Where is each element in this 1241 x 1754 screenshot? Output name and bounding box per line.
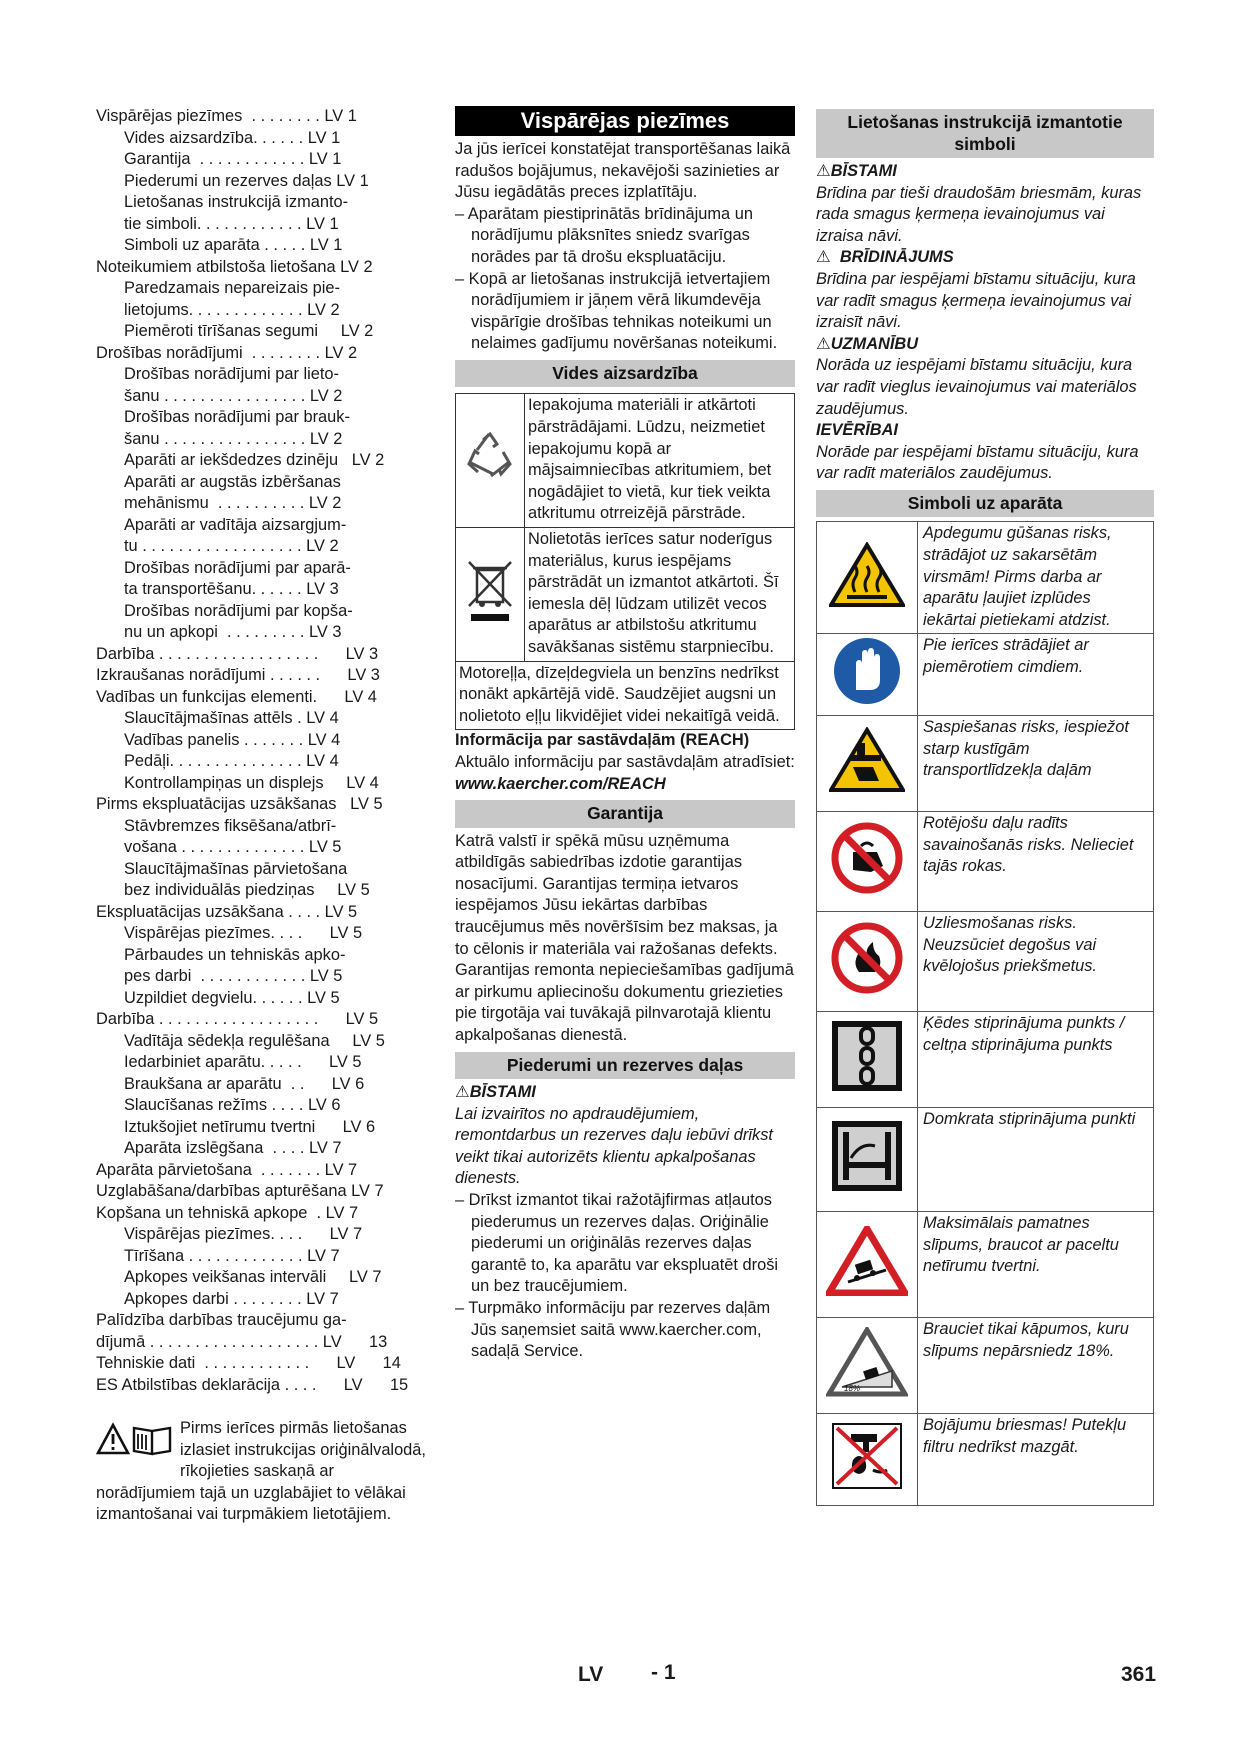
no-hands-icon — [817, 811, 918, 911]
oil-text: Motoreļļa, dīzeļdegviela un benzīns nedrīkst nonākt apkārtējā vidē. Saudzējiet augsni un nolietoto eļļu likvidējiet videi nekaitīgā veidā. — [456, 661, 795, 730]
reach-text: Aktuālo informāciju par sastāvdaļām atradīsiet: — [455, 752, 795, 771]
toc-entry[interactable]: Uzpildiet degvielu. . . . . . LV 5 — [124, 988, 340, 1007]
toc-entry[interactable]: tu . . . . . . . . . . . . . . . . . . LV 2 — [124, 537, 339, 555]
toc-entry[interactable]: Vispārējas piezīmes. . . . LV 5 — [124, 924, 363, 942]
recycle-icon — [456, 394, 525, 528]
table-of-contents — [96, 106, 426, 1526]
no-wash-icon — [817, 1413, 918, 1505]
toc-entry[interactable]: Palīdzība darbības traucējumu ga- — [96, 1311, 347, 1329]
toc-entry[interactable]: Pārbaudes un tehniskās apko- — [124, 945, 346, 964]
env-table — [455, 393, 795, 730]
device-symbol-text: Domkrata stiprinājuma punkti — [918, 1107, 1154, 1211]
general-intro: Ja jūs ierīcei konstatējat transportēšanas laikā radušos bojājumus, nekavējoši sazinieties ar Jūsu iegādātās preces izplatītāju. — [455, 140, 791, 202]
section-title-general: Vispārējas piezīmes — [455, 106, 795, 136]
toc-entry[interactable]: ES Atbilstības deklarācija . . . . LV 15 — [96, 1375, 409, 1394]
toc-entry[interactable]: Drošības norādījumi . . . . . . . . LV 2 — [96, 343, 358, 362]
warranty-text: Katrā valstī ir spēkā mūsu uzņēmuma atbildīgās sabiedrības izdotie garantijas nosacījumi. Garantijas termiņa ietvaros iespējamos Jūsu iekārtas darbības traucējumus mēs novēršīsim bez maksas, ja to cēlonis ir materiāla vai ražošanas defekts. Garantijas remonta nepieciešamības gadījumā ar pirkumu apliecinošu dokumentu griezieties pie tirgotāja vai tuvākajā pilnvarotajā klientu apkalpošanas dienestā. — [455, 831, 794, 1044]
toc-entry[interactable]: Darbība . . . . . . . . . . . . . . . . . . LV 5 — [96, 1010, 379, 1028]
warning-triangle-icon: ⚠ — [816, 334, 831, 353]
toc-entry[interactable]: Aparāti ar vadītāja aizsargjum- — [124, 515, 347, 534]
device-symbols-table — [816, 521, 1154, 1506]
toc-entry[interactable]: Aparāta izslēgšana . . . . LV 7 — [124, 1139, 342, 1157]
first-use-note: Pirms ierīces pirmās lietošanas izlasiet instrukcijas oriģinālvalodā, rīkojieties saskaņā ar norādījumiem tajā un uzglabājiet to vēlākai izmantošanai vai turpmākiem lietotājiem. — [96, 1419, 426, 1524]
toc-entry[interactable]: mehānismu . . . . . . . . . . LV 2 — [124, 494, 342, 512]
device-symbol-text: Brauciet tikai kāpumos, kuru slīpums nepārsniedz 18%. — [918, 1317, 1154, 1413]
slope-icon — [817, 1317, 918, 1413]
toc-entry[interactable]: šanu . . . . . . . . . . . . . . . . LV 2 — [124, 429, 343, 448]
symbol-description: Norāde par iespējami bīstamu situāciju, kura var radīt materiālos zaudējumus. — [816, 442, 1139, 483]
toc-entry[interactable]: Slaucītājmašīnas attēls . LV 4 — [124, 709, 339, 727]
device-symbol-text: Rotējošu daļu radīts savainošanās risks. Nelieciet tajās rokas. — [918, 811, 1154, 911]
toc-entry[interactable]: Aparāti ar augstās izbēršanas — [124, 472, 341, 491]
column-right — [816, 106, 1154, 1506]
toc-entry[interactable]: dījumā . . . . . . . . . . . . . . . . . . . LV 13 — [96, 1332, 388, 1351]
toc-entry[interactable]: Slaucīšanas režīms . . . . LV 6 — [124, 1096, 341, 1114]
device-symbol-text: Uzliesmošanas risks. Neuzsūciet degošus vai kvēlojošus priekšmetus. — [918, 911, 1154, 1011]
toc-entry[interactable]: Garantija . . . . . . . . . . . . LV 1 — [124, 150, 342, 168]
toc-entry[interactable]: Piederumi un rezerves daļas LV 1 — [124, 171, 369, 190]
toc-entry[interactable]: Iedarbiniet aparātu. . . . . LV 5 — [124, 1053, 362, 1071]
warning-triangle-icon: ⚠ — [816, 162, 831, 180]
section-title-warranty: Garantija — [455, 800, 795, 828]
chain-point-icon — [817, 1011, 918, 1107]
toc-entry[interactable]: Vispārējas piezīmes. . . . LV 7 — [124, 1225, 363, 1243]
symbol-label: IEVĒRĪBAI — [816, 421, 898, 440]
toc-entry[interactable]: Drošības norādījumi par kopša- — [124, 601, 353, 620]
section-title-accessories: Piederumi un rezerves daļas — [455, 1052, 795, 1080]
bullet-item: – Kopā ar lietošanas instrukcijā ietvertajiem norādījumiem ir jāņem vērā likumdevēja vispārīgie drošības tehnikas noteikumi un nelaimes gadījumu novēršanas noteikumi. — [455, 269, 778, 353]
toc-entry[interactable]: Izkraušanas norādījumi . . . . . . LV 3 — [96, 666, 380, 684]
toc-entry[interactable]: Lietošanas instrukcijā izmanto- — [124, 193, 349, 211]
symbol-description: Brīdina par tieši draudošām briesmām, kuras rada smagus ķermeņa ievainojumus vai izraisa nāvi. — [816, 183, 1142, 245]
slope-badge: 18% — [844, 1384, 861, 1394]
accessories-danger-label: ⚠BĪSTAMI — [455, 1082, 795, 1104]
toc-entry[interactable]: Aparāta pārvietošana . . . . . . . LV 7 — [96, 1160, 358, 1179]
toc-entry[interactable]: vošana . . . . . . . . . . . . . . LV 5 — [124, 838, 342, 856]
footer-page: - 1 — [651, 1661, 676, 1684]
toc-entry[interactable]: Apkopes veikšanas intervāli LV 7 — [124, 1268, 382, 1286]
recycle-text: Iepakojuma materiāli ir atkārtoti pārstrādājami. Lūdzu, neizmetiet iepakojumu kopā ar mājsaimniecības atkritumiem, bet nogādājiet to vietā, kur tiek veikta atkritumu otrreizējā pārstrāde. — [525, 394, 795, 528]
bullet-item: – Aparātam piestiprinātās brīdinājuma un norādījumu plāksnītes sniedz svarīgas norādes par tā drošu ekspluatāciju. — [455, 204, 753, 266]
hot-surface-icon — [817, 522, 918, 634]
device-symbol-text: Apdegumu gūšanas risks, strādājot uz sakarsētām virsmām! Pirms darba ar aparātu ļaujiet izplūdes iekārtai pietiekami atdzist. — [918, 522, 1154, 634]
symbol-label: ⚠BĪSTAMI — [816, 161, 1154, 183]
toc-entry[interactable]: Stāvbremzes fiksēšana/atbrī- — [124, 816, 337, 835]
footer-page-number: 361 — [1121, 1663, 1157, 1686]
symbol-label: ⚠ BRĪDINĀJUMS — [816, 247, 1154, 269]
toc-entry[interactable]: Vadītāja sēdekļa regulēšana LV 5 — [124, 1031, 385, 1050]
warning-triangle-icon: ⚠ — [455, 1083, 470, 1102]
toc-entry[interactable]: Pedāļi. . . . . . . . . . . . . . . LV 4 — [124, 752, 339, 770]
toc-entry[interactable]: nu un apkopi . . . . . . . . . LV 3 — [124, 623, 342, 641]
toc-entry[interactable]: ta transportēšanu. . . . . . LV 3 — [124, 580, 339, 598]
toc-entry[interactable]: Ekspluatācijas uzsākšana . . . . LV 5 — [96, 902, 358, 921]
section-title-env: Vides aizsardzība — [455, 360, 795, 388]
weee-text: Nolietotās ierīces satur noderīgus materiālus, kurus iespējams pārstrādāt un izmantot atkārtoti. Šī iemesla dēļ lūdzam utilizēt vecos aparātus ar atbilstošu atkritumu savākšanas sistēmu starpniecību. — [525, 528, 795, 662]
toc-entry[interactable]: lietojums. . . . . . . . . . . . . LV 2 — [124, 300, 340, 319]
section-title-device-symbols: Simboli uz aparāta — [816, 490, 1154, 518]
toc-entry[interactable]: Kopšana un tehniskā apkope . LV 7 — [96, 1203, 359, 1222]
toc-entry[interactable]: šanu . . . . . . . . . . . . . . . . LV 2 — [124, 386, 343, 405]
toc-entry[interactable]: Braukšana ar aparātu . . LV 6 — [124, 1074, 365, 1093]
bullet-item: – Turpmāko informāciju par rezerves daļām Jūs saņemsiet saitā www.kaercher.com, sadaļā Service. — [455, 1299, 771, 1361]
toc-entry[interactable]: tie simboli. . . . . . . . . . . . LV 1 — [124, 214, 339, 233]
device-symbol-text: Pie ierīces strādājiet ar piemērotiem cimdiem. — [918, 634, 1154, 716]
toc-entry[interactable]: Drošības norādījumi par aparā- — [124, 558, 351, 577]
weee-bin-icon — [456, 528, 525, 662]
device-symbol-text: Maksimālais pamatnes slīpums, braucot ar paceltu netīrumu tvertni. — [918, 1211, 1154, 1317]
footer-language: LV — [578, 1663, 604, 1686]
symbol-list — [816, 161, 1154, 485]
warning-triangle-icon: ⚠ — [816, 248, 831, 267]
toc-entry[interactable]: Vadības un funkcijas elementi. LV 4 — [96, 687, 377, 706]
device-symbol-text: Ķēdes stiprinājuma punkts / celtņa stiprinājuma punkts — [918, 1011, 1154, 1107]
toc-entry[interactable]: bez individuālās piedziņas LV 5 — [124, 881, 370, 899]
reach-title: Informācija par sastāvdaļām (REACH) — [455, 731, 750, 750]
toc-entry[interactable]: Drošības norādījumi par brauk- — [124, 408, 350, 426]
toc-entry[interactable]: Slaucītājmašīnas pārvietošana — [124, 859, 348, 878]
section-title-symbols: Lietošanas instrukcijā izmantotie simboli — [816, 109, 1154, 158]
symbol-label: ⚠UZMANĪBU — [816, 334, 1154, 356]
toc-entry[interactable]: Noteikumiem atbilstoša lietošana LV 2 — [96, 257, 373, 276]
gloves-icon — [817, 634, 918, 716]
toc-entry[interactable]: Apkopes darbi . . . . . . . . LV 7 — [124, 1289, 339, 1308]
symbol-description: Brīdina par iespējami bīstamu situāciju, kura var radīt smagus ķermeņa ievainojumus vai izraisīt nāvi. — [816, 269, 1136, 332]
read-manual-icon — [96, 1422, 174, 1463]
toc-entry[interactable]: Paredzamais nepareizais pie- — [124, 279, 340, 297]
device-symbol-text: Saspiešanas risks, iespiežot starp kustīgām transportlīdzekļa daļām — [918, 715, 1154, 811]
toc-entry[interactable]: Vides aizsardzība. . . . . . LV 1 — [124, 128, 341, 147]
toc-entry[interactable]: pes darbi . . . . . . . . . . . . LV 5 — [124, 967, 343, 985]
toc-entry[interactable]: Vispārējas piezīmes . . . . . . . . LV 1 — [96, 107, 357, 125]
toc-entry[interactable]: Uzglabāšana/darbības apturēšana LV 7 — [96, 1182, 384, 1200]
symbol-description: Norāda uz iespējami bīstamu situāciju, kura var radīt vieglus ievainojumus vai materiālos zaudējumus. — [816, 356, 1137, 418]
reach-link[interactable]: www.kaercher.com/REACH — [455, 774, 666, 793]
toc-entry[interactable]: Aparāti ar iekšdedzes dzinēju LV 2 — [124, 451, 385, 469]
toc-entry[interactable]: Iztukšojiet netīrumu tvertni LV 6 — [124, 1117, 376, 1136]
column-middle — [455, 106, 795, 1363]
accessories-bullets — [455, 1190, 795, 1363]
no-fire-icon — [817, 911, 918, 1011]
jack-point-icon — [817, 1107, 918, 1211]
bullet-item: – Drīkst izmantot tikai ražotājfirmas atļautos piederumus un rezerves daļas. Oriģinālie piederumi un oriģinālās rezerves daļas garantē to, ka aparātu var ekspluatēt droši un bez traucējumiem. — [455, 1191, 779, 1296]
toc-entry[interactable]: Kontrollampiņas un displejs LV 4 — [124, 773, 379, 792]
toc-entry[interactable]: Tīrīšana . . . . . . . . . . . . . LV 7 — [124, 1246, 340, 1265]
tipping-hazard-icon — [817, 1211, 918, 1317]
toc-entry[interactable]: Darbība . . . . . . . . . . . . . . . . . . LV 3 — [96, 644, 379, 663]
toc-entry[interactable]: Tehniskie dati . . . . . . . . . . . . LV 14 — [96, 1354, 401, 1372]
general-bullets — [455, 204, 795, 355]
toc-entry[interactable]: Vadības panelis . . . . . . . LV 4 — [124, 730, 341, 749]
crush-hazard-icon — [817, 715, 918, 811]
toc-entry[interactable]: Piemēroti tīrīšanas segumi LV 2 — [124, 322, 374, 340]
device-symbol-text: Bojājumu briesmas! Putekļu filtru nedrīkst mazgāt. — [918, 1413, 1154, 1505]
toc-entry[interactable]: Simboli uz aparāta . . . . . LV 1 — [124, 236, 343, 254]
toc-entry[interactable]: Pirms ekspluatācijas uzsākšanas LV 5 — [96, 795, 383, 813]
toc-entry[interactable]: Drošības norādījumi par lieto- — [124, 365, 339, 383]
accessories-danger-text: Lai izvairītos no apdraudējumiem, remontdarbus un rezerves daļu iebūvi drīkst veikt tikai autorizēts klientu apkalpošanas dienests. — [455, 1104, 773, 1188]
